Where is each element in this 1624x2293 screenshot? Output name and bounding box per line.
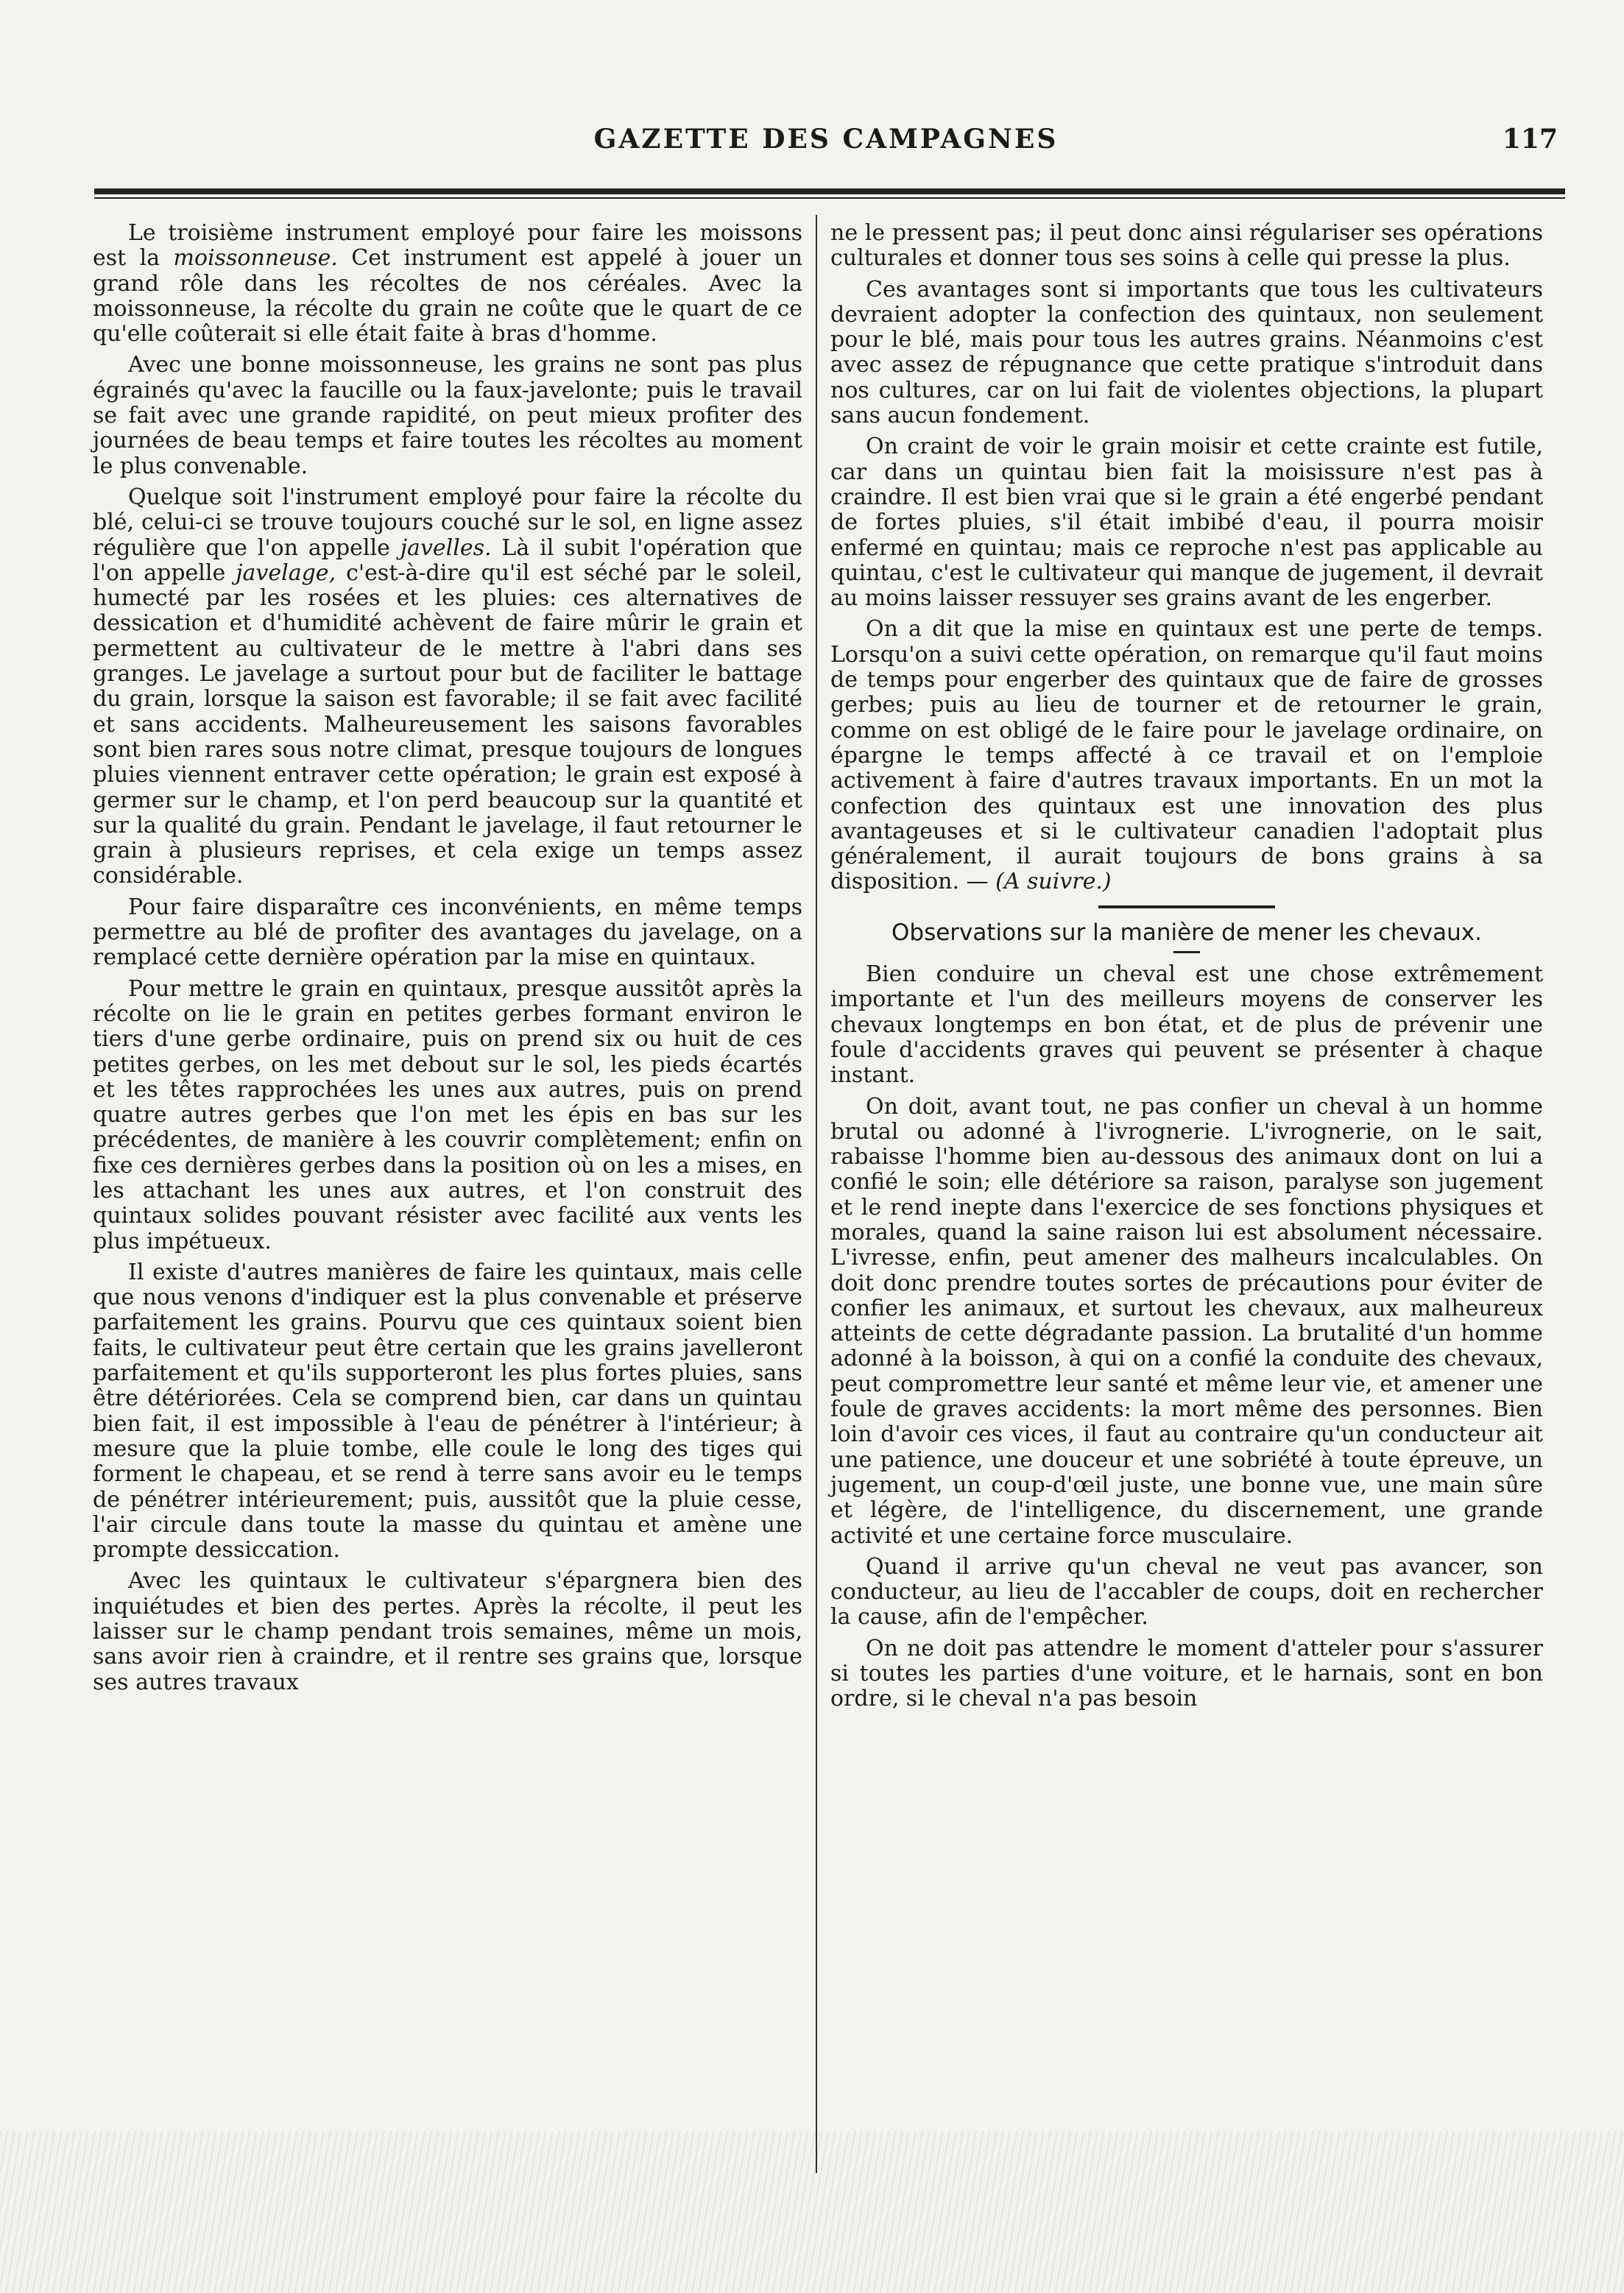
paragraph: Il existe d'autres manières de faire les quintaux, mais celle que nous venons d'indiquer est la plus convenable et préserve parfaitement les grains. Pourvu que ces quintaux soient bien faits, le cultivateur peut être certain que les grains javelleront parfaitement et qu'ils supporteront les plus fortes pluies, sans être détériorées. Cela se comprend bien, car dans un quintau bien fait, il est impossible à l'eau de pénétrer à l'intérieur; à mesure que la pluie tombe, elle coule le long des tiges qui forment le chapeau, et se rend à terre sans avoir eu le temps de pénétrer intérieurement; puis, aussitôt que la pluie cesse, l'air circule dans toute la masse du quintau et amène une prompte dessiccation. [93,1259,802,1564]
column-divider [816,215,817,2173]
publication-title: GAZETTE DES CAMPAGNES [593,124,1059,155]
text: Quelque soit l'instrument employé pour faire la récolte du blé, celui-ci se trouve toujours couché sur le sol, en ligne assez régulière que l'on appelle [93,484,802,561]
paragraph: Ces avantages sont si importants que tous les cultivateurs devraient adopter la confection des quintaux, non seulement pour le blé, mais pour tous les autres grains. Néanmoins c'est avec assez de répugnance que cette pratique s'introduit dans nos cultures, car on lui fait de violentes objections, la plupart sans aucun fondement. [830,276,1543,429]
section-separator [1098,905,1275,908]
title-separator [1173,951,1200,953]
right-column [830,221,1543,1718]
paragraph: Avec une bonne moissonneuse, les grains ne sont pas plus égrainés qu'avec la faucille ou la faux-javelonte; puis le travail se fait avec une grande rapidité, on peut mieux profiter des journées de beau temps et faire toutes les récoltes au moment le plus convenable. [93,352,802,479]
page-header [94,124,1558,168]
section-title: Observations sur la manière de mener les chevaux. [892,919,1482,946]
paragraph [93,221,802,347]
header-rule-thin [94,197,1565,199]
paragraph: ne le pressent pas; il peut donc ainsi régulariser ses opérations culturales et donner tous ses soins à celle qui presse la plus. [830,220,1543,272]
emphasis: moissonneuse. [173,245,338,272]
to-be-continued: — (A suivre.) [966,869,1112,895]
paragraph: On ne doit pas attendre le moment d'atteler pour s'assurer si toutes les parties d'une voiture, et le harnais, sont en bon ordre, si le cheval n'a pas besoin [830,1635,1543,1712]
paragraph [830,617,1543,894]
emphasis: javelles. [400,534,492,561]
page-number: 117 [1502,124,1558,155]
text: Cet instrument est appelé à jouer un grand rôle dans les récoltes de nos céréales. Avec la moissonneuse, la récolte du grain ne coûte que le quart de ce qu'elle coûterait si elle était faite à bras d'homme. [93,245,802,347]
paragraph: On doit, avant tout, ne pas confier un cheval à un homme brutal ou adonné à l'ivrognerie. L'ivrognerie, on le sait, rabaisse l'homme bien au-dessous des animaux dont on lui a confié le soin; elle détériore sa raison, paralyse son jugement et le rend inepte dans l'exercice de ses fonctions physiques et morales, quand la saine raison lui est absolument nécessaire. L'ivresse, enfin, peut amener des malheurs incalculables. On doit donc prendre toutes sortes de précautions pour éviter de confier les animaux, et surtout les chevaux, aux malheureux atteints de cette dégradante passion. La brutalité d'un homme adonné à la boisson, à qui on a confié la conduite des chevaux, peut compromettre leur santé et même leur vie, et amener une foule de graves accidents: la mort même des personnes. Bien loin d'avoir ces vices, il faut au contraire qu'un conducteur ait une patience, une douceur et une sobriété à toute épreuve, un jugement, un coup-d'œil juste, une bonne vue, une main sûre et légère, de l'intelligence, du discernement, une grande activité et une certaine force musculaire. [830,1093,1543,1549]
text: Là il subit l'opération que l'on appelle [93,534,802,586]
text: Le troisième instrument employé pour faire les moissons est la [93,220,802,272]
paragraph: Pour faire disparaître ces inconvénients, en même temps permettre au blé de profiter des avantages du javelage, on a remplacé cette dernière opération par la mise en quintaux. [93,894,802,971]
paragraph [93,485,802,889]
text: c'est-à-dire qu'il est séché par le soleil, humecté par les rosées et les pluies: ces alternatives de dessication et d'humidité achèvent de faire mûrir le grain et permettent au cultivateur de le mettre à l'abri dans ses granges. Le javelage a surtout pour but de faciliter le battage du grain, lorsque la saison est favorable; il se fait avec facilité et sans accidents. Malheureusement les saisons favorables sont bien rares sous notre climat, presque toujours de longues pluies viennent entraver cette opération; le grain est exposé à germer sur le champ, et l'on perd beaucoup sur la quantité et sur la qualité du grain. Pendant le javelage, il faut retourner le grain à plusieurs reprises, et cela exige un temps assez considérable. [93,559,802,889]
header-rule-thick [94,188,1565,194]
paragraph: Quand il arrive qu'un cheval ne veut pas avancer, son conducteur, au lieu de l'accabler de coups, doit en rechercher la cause, afin de l'empêcher. [830,1553,1543,1630]
paragraph: Avec les quintaux le cultivateur s'épargnera bien des inquiétudes et bien des pertes. Après la récolte, il peut les laisser sur le champ pendant trois semaines, même un mois, sans avoir rien à craindre, et il rentre ses grains que, lorsque ses autres travaux [93,1568,802,1695]
text: On a dit que la mise en quintaux est une perte de temps. Lorsqu'on a suivi cette opération, on remarque qu'il faut moins de temps pour engerber des quintaux que de faire de grosses gerbes; puis au lieu de tourner et de retourner le grain, comme on est obligé de le faire pour le javelage ordinaire, on épargne le temps affecté à ce travail et on l'emploie activement à faire d'autres travaux importants. En un mot la confection des quintaux est une innovation des plus avantageuses et si le cultivateur canadien l'adoptait plus généralement, il aurait toujours de bons grains à sa disposition. [830,616,1543,895]
paragraph: Pour mettre le grain en quintaux, presque aussitôt après la récolte on lie le grain en petites gerbes formant environ le tiers d'une gerbe ordinaire, puis on prend six ou huit de ces petites gerbes, on les met debout sur le sol, les pieds écartés et les têtes rapprochées les unes aux autres, puis on prend quatre autres gerbes que l'on met les épis en bas sur les précédentes, de manière à les couvrir complètement; enfin on fixe ces dernières gerbes dans la position où on les a mises, en les attachant les unes aux autres, et l'on construit des quintaux solides pouvant résister avec facilité aux vents les plus impétueux. [93,975,802,1254]
scan-noise [0,2131,1624,2293]
emphasis: javelage, [236,559,336,586]
paragraph: On craint de voir le grain moisir et cette crainte est futile, car dans un quintau bien fait la moisissure n'est pas à craindre. Il est bien vrai que si le grain a été engerbé pendant de fortes pluies, s'il était imbibé d'eau, il pourra moisir enfermé en quintau; mais ce reproche n'est pas applicable au quintau, c'est le cultivateur qui manque de jugement, il devrait au moins laisser ressuyer ses grains avant de les engerber. [830,434,1543,612]
left-column [93,221,802,1701]
paragraph: Bien conduire un cheval est une chose extrêmement importante et l'un des meilleurs moyens de conserver les chevaux longtemps en bon état, et de plus de prévenir une foule d'accidents graves qui peuvent se présenter à chaque instant. [830,961,1543,1089]
